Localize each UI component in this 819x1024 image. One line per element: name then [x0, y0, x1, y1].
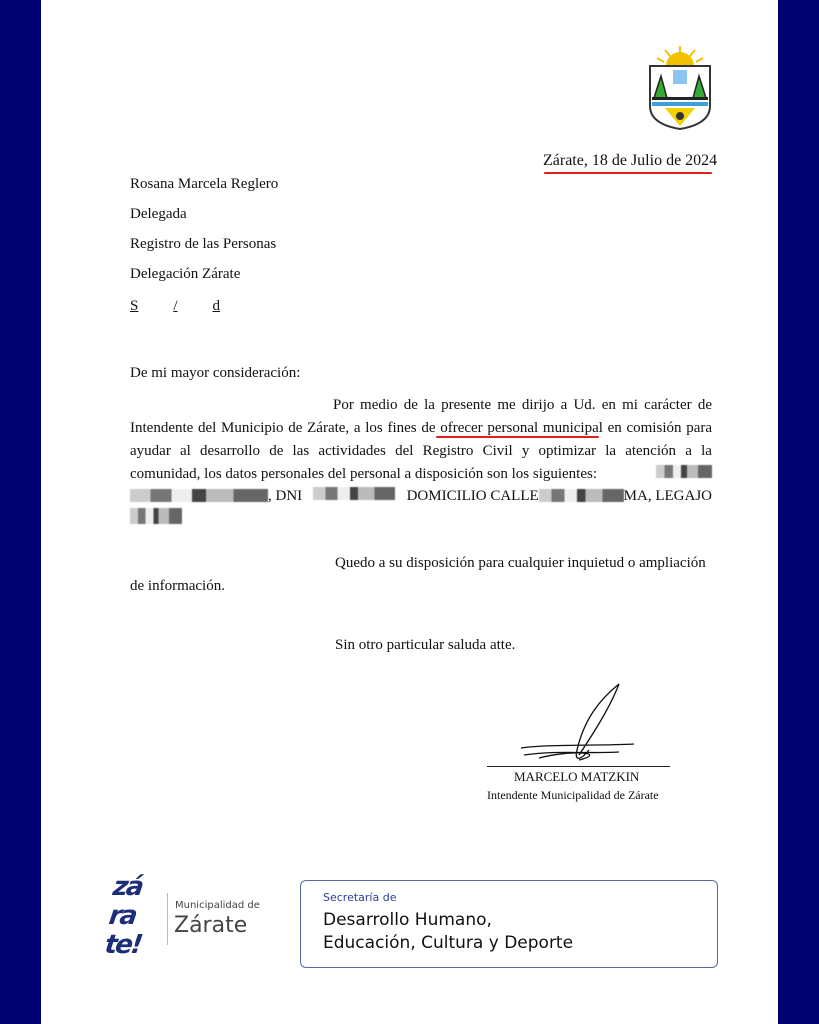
- addressee-name: Rosana Marcela Reglero: [130, 176, 279, 192]
- body-line-6: [130, 508, 712, 527]
- closing-line-2: de información.: [130, 578, 225, 594]
- body-line-1: Por medio de la presente me dirijo a Ud. en mi carácter de: [333, 397, 712, 413]
- zarate-logo: zá ra te!: [102, 872, 144, 960]
- body-line-3: ayudar al desarrollo de las actividades del Registro Civil y optimizar la atención a la: [130, 443, 712, 459]
- sd-slash: /: [173, 298, 178, 314]
- letter-page: [41, 0, 778, 1024]
- letter-date: Zárate, 18 de Julio de 2024: [543, 152, 718, 169]
- closing-salutation: Sin otro particular saluda atte.: [335, 637, 516, 653]
- redacted-address: [539, 489, 624, 502]
- highlighted-phrase: ofrecer personal municipal: [440, 420, 603, 436]
- secretaria-label: Secretaría de: [323, 891, 397, 904]
- secretaria-box: [300, 880, 718, 968]
- signatory-name: MARCELO MATZKIN: [514, 769, 640, 784]
- phrase-underline: [436, 436, 599, 438]
- greeting: De mi mayor consideración:: [130, 365, 301, 381]
- signatory-title: Intendente Municipalidad de Zárate: [487, 788, 659, 802]
- municipal-crest-icon: [645, 46, 715, 130]
- body-line-5: , DNI DOMICILIO CALLE MA, LEGAJO: [130, 487, 712, 505]
- municipality-name: Zárate: [174, 913, 248, 938]
- signature-line: [487, 766, 670, 767]
- redacted-dni: [313, 487, 395, 500]
- addressee-branch: Delegación Zárate: [130, 266, 241, 282]
- body-line-2: Intendente del Municipio de Zárate, a los fines de ofrecer personal municipal en comisión para: [130, 420, 713, 436]
- body-line-4: comunidad, los datos personales del personal a disposición son los siguientes:: [130, 465, 712, 483]
- handwritten-signature: [519, 680, 639, 770]
- redacted-legajo: [130, 508, 182, 524]
- department-name: Desarrollo Humano, Educación, Cultura y Deporte: [323, 910, 574, 953]
- closing-line-1: Quedo a su disposición para cualquier inquietud o ampliación: [335, 555, 706, 571]
- sd-d: d: [212, 298, 220, 314]
- municipality-label: Municipalidad de: [175, 900, 260, 911]
- sd-s: S: [130, 298, 139, 314]
- date-underline: [544, 172, 712, 174]
- addressee-office: Registro de las Personas: [130, 236, 277, 252]
- addressee-role: Delegada: [130, 206, 187, 222]
- redacted-name: [656, 465, 712, 478]
- sd-line: [130, 297, 220, 315]
- redacted-name-cont: [130, 489, 268, 502]
- logo-divider: [167, 893, 168, 945]
